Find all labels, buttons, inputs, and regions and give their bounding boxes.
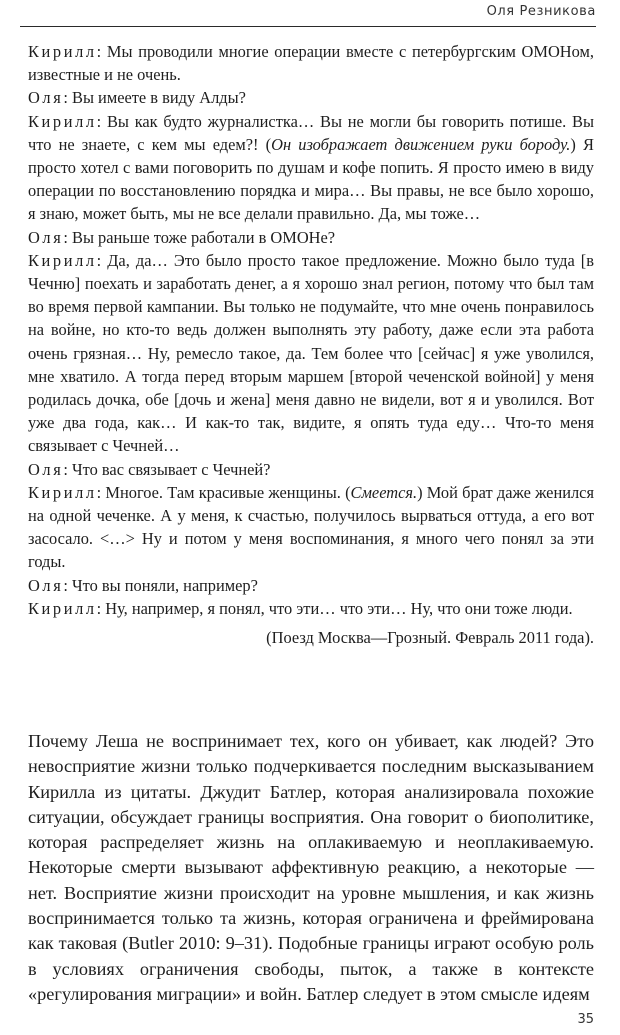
- speaker-name: Кирилл: [28, 598, 97, 618]
- speaker-name: Оля: [28, 575, 64, 595]
- utterance-text: : Вы имеете в виду Алды?: [63, 88, 246, 108]
- body-paragraph: Почему Леша не воспринимает тех, кого он убивает, как людей? Это невосприятие жизни только подчеркивается последним высказыванием Кирилла из цитаты. Джудит Батлер, которая анализировала похожие ситуации, обсуждает границы восприятия. Она говорит о биополитике, которая распределяет жизнь на оплакиваемую и неоплакиваемую. Некоторые смерти вызывают аффективную реакцию, а некоторые — нет. Восприятие жизни происходит на уровне мышления, и как жизнь воспринимается только та жизнь, которая ограничена и фреймирована как таковая (Butler 2010: 9–31). Подобные границы играют особую роль в условиях ограничения свободы, пыток, а также в контексте «регулирования миграции» и войн. Батлер следует в этом смысле идеям: [28, 731, 594, 1004]
- dialogue-quote: [28, 40, 594, 649]
- speaker-name: Кирилл: [28, 111, 97, 131]
- speaker-name: Оля: [28, 459, 64, 479]
- utterance-text: : Да, да… Это было просто такое предложение. Можно было туда [в Чечню] поехать и заработать денег, а я хорошо знал регион, потому что был там во время первой кампании. Вы только не подумайте, что мне очень понравилось на войне, но кто-то ведь должен выполнять эту работу, даже если эта работа очень грязная… Ну, ремесло такое, да. Тем более что [сейчас] я уже уволился, мне хватило. А тогда перед вторым маршем [второй чеченской войной] у меня родилась дочка, обе [дочь и жена] меня давно не видели, вот я и уволился. Вот уже два года, как… И как-то так, видите, я опять туда еду… Что-то меня связывает с Чечней…: [28, 250, 594, 456]
- body-text: [28, 729, 594, 1007]
- utterance-text: : Что вас связывает с Чечней?: [63, 459, 271, 479]
- speaker-name: Кирилл: [28, 250, 97, 270]
- speaker-name: Кирилл: [28, 482, 97, 502]
- source-note: (Поезд Москва—Грозный. Февраль 2011 года).: [266, 628, 594, 648]
- dialogue-line: [28, 40, 594, 86]
- utterance-text: : Мы проводили многие операции вместе с петербургским ОМОНом, известные и не очень.: [28, 42, 594, 85]
- utterance-text: ) Мой брат даже женился на одной чеченке. А у меня, к счастью, получилось вырваться оттуда, а его вот засосало. <…> Ну и потом у меня воспоминания, я много чего понял за эти годы.: [28, 482, 594, 572]
- dialogue-line: [28, 481, 594, 574]
- speaker-name: Оля: [28, 88, 64, 108]
- utterance-text: : Что вы поняли, например?: [63, 575, 258, 595]
- dialogue-line: [28, 86, 594, 109]
- running-title: Оля Резникова: [486, 4, 596, 19]
- dialogue-line: [28, 458, 594, 481]
- utterance-text: ) Я просто хотел с вами поговорить по душам и кофе попить. Я просто имею в виду операции по восстановлению порядка и мира… Вы правы, не все было хорошо, я знаю, может быть, мы не все делали правильно. Да, мы тоже…: [28, 134, 594, 224]
- dialogue-line: [28, 597, 594, 620]
- dialogue-line: [28, 574, 594, 597]
- stage-direction: Он изображает движением руки бороду.: [271, 134, 571, 154]
- running-header: [20, 0, 596, 27]
- speaker-name: Оля: [28, 227, 64, 247]
- utterance-text: : Вы как будто журналистка… Вы не могли бы говорить потише. Вы что не знаете, с кем мы едем?! (: [28, 111, 594, 154]
- utterance-text: : Вы раньше тоже работали в ОМОНе?: [63, 227, 336, 247]
- dialogue-line: [28, 110, 594, 226]
- dialogue-line: [28, 226, 594, 249]
- stage-direction: Смеется.: [350, 482, 418, 502]
- page-number: 35: [577, 1012, 594, 1027]
- utterance-text: : Ну, например, я понял, что эти… что эти… Ну, что они тоже люди.: [96, 598, 573, 618]
- dialogue-line: [28, 249, 594, 458]
- speaker-name: Кирилл: [28, 42, 97, 61]
- utterance-text: : Многое. Там красивые женщины. (: [96, 482, 351, 502]
